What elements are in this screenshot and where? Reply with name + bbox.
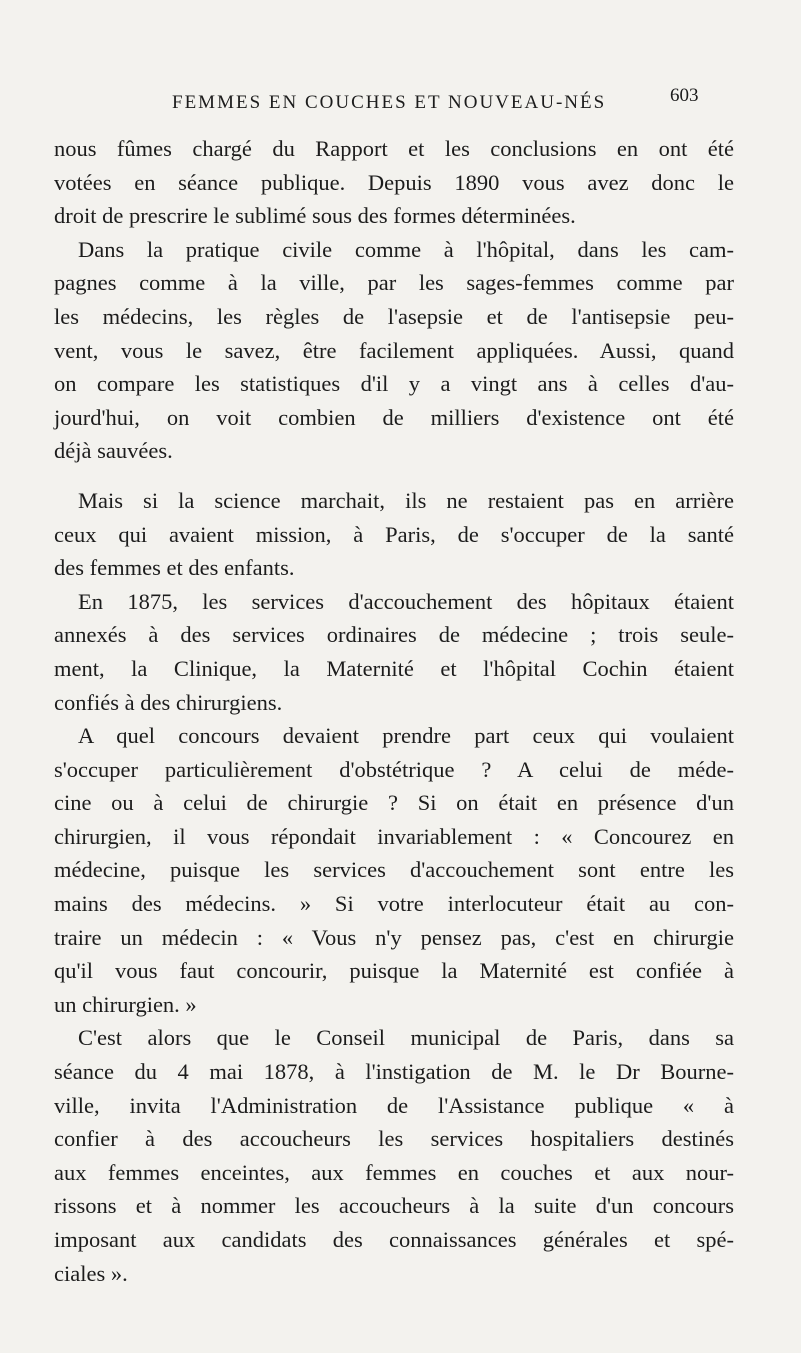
text-line: chirurgien, il vous répondait invariablement : « Concourez en	[54, 823, 734, 849]
text-line: déjà sauvées.	[54, 438, 173, 464]
text-line: confiés à des chirurgiens.	[54, 689, 283, 715]
running-title: FEMMES EN COUCHES ET NOUVEAU-NÉS	[172, 92, 607, 113]
text-line: annexés à des services ordinaires de médecine ; trois seule-	[54, 622, 734, 648]
text-line: ville, invita l'Administration de l'Assistance publique « à	[54, 1092, 734, 1118]
text-line: ciales ».	[54, 1260, 128, 1286]
text-line: droit de prescrire le sublimé sous des formes déterminées.	[54, 203, 576, 229]
text-line: pagnes comme à la ville, par les sages-femmes comme par	[54, 270, 734, 296]
text-line: un chirurgien. »	[54, 991, 197, 1017]
text-line: jourd'hui, on voit combien de milliers d'existence ont été	[54, 404, 734, 430]
text-line: séance du 4 mai 1878, à l'instigation de M. le Dr Bourne-	[54, 1059, 734, 1085]
body-text	[54, 132, 734, 1290]
text-line: vent, vous le savez, être facilement appliquées. Aussi, quand	[54, 337, 734, 363]
text-line: rissons et à nommer les accoucheurs à la suite d'un concours	[54, 1193, 734, 1219]
text-line: ceux qui avaient mission, à Paris, de s'occuper de la santé	[54, 521, 734, 547]
text-line: C'est alors que le Conseil municipal de Paris, dans sa	[78, 1025, 734, 1051]
text-line: cine ou à celui de chirurgie ? Si on était en présence d'un	[54, 790, 734, 816]
text-line: aux femmes enceintes, aux femmes en couches et aux nour-	[54, 1159, 734, 1185]
paragraph	[54, 719, 734, 1021]
text-line: les médecins, les règles de l'asepsie et de l'antisepsie peu-	[54, 303, 734, 329]
paragraph	[54, 233, 734, 468]
text-line: En 1875, les services d'accouchement des hôpitaux étaient	[78, 588, 734, 614]
text-line: confier à des accoucheurs les services hospitaliers destinés	[54, 1126, 734, 1152]
page-number: 603	[670, 85, 699, 106]
text-line: mains des médecins. » Si votre interlocuteur était au con-	[54, 891, 734, 917]
text-line: nous fûmes chargé du Rapport et les conclusions en ont été	[54, 136, 734, 161]
text-line: on compare les statistiques d'il y a vingt ans à celles d'au-	[54, 371, 734, 397]
text-line: votées en séance publique. Depuis 1890 vous avez donc le	[54, 169, 734, 195]
text-line: qu'il vous faut concourir, puisque la Maternité est confiée à	[54, 958, 734, 984]
text-line: imposant aux candidats des connaissances générales et spé-	[54, 1227, 734, 1252]
paragraph	[54, 1021, 734, 1290]
text-line: A quel concours devaient prendre part ceux qui voulaient	[78, 723, 734, 749]
text-line: traire un médecin : « Vous n'y pensez pas, c'est en chirurgie	[54, 924, 734, 950]
text-line: médecine, puisque les services d'accouchement sont entre les	[54, 857, 734, 883]
text-line: ment, la Clinique, la Maternité et l'hôpital Cochin étaient	[54, 655, 734, 681]
text-line: des femmes et des enfants.	[54, 555, 295, 581]
paragraph	[54, 132, 734, 233]
paragraph	[54, 585, 734, 719]
page-header	[0, 85, 801, 122]
text-line: Mais si la science marchait, ils ne restaient pas en arrière	[78, 487, 734, 513]
paragraph	[54, 484, 734, 585]
text-line: Dans la pratique civile comme à l'hôpital, dans les cam-	[78, 236, 734, 262]
text-line: s'occuper particulièrement d'obstétrique ? A celui de méde-	[54, 756, 734, 782]
